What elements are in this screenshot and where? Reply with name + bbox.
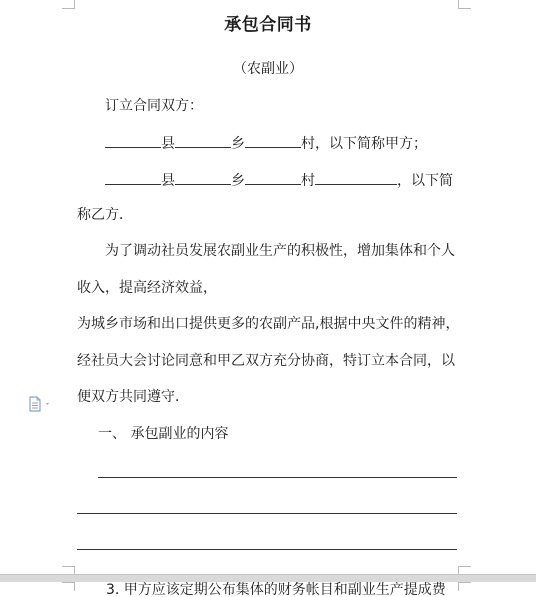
document-subtitle: （农副业） (233, 61, 303, 77)
township-blank (175, 170, 231, 185)
document-title: 承包合同书 (224, 15, 312, 35)
county-blank (105, 170, 161, 185)
party-b-line (105, 170, 453, 190)
paragraph-line: 为城乡市场和出口提供更多的农副产品,根据中央文件的精神， (77, 316, 460, 332)
fill-in-line (77, 549, 457, 550)
county-label: 县 (161, 136, 175, 152)
page-corner-mark (62, 582, 75, 591)
party-b-continuation: 称乙方． (77, 207, 133, 223)
page-corner-mark (62, 0, 75, 9)
next-page (0, 582, 536, 597)
fill-in-line (77, 513, 457, 514)
document-options-icon[interactable] (28, 396, 54, 412)
county-label: 县 (161, 173, 175, 189)
village-blank (245, 133, 301, 148)
township-label: 乡 (231, 136, 245, 152)
paragraph-line: 收入，提高经济效益， (77, 280, 217, 296)
township-label: 乡 (231, 173, 245, 189)
county-blank (105, 133, 161, 148)
fill-in-line (98, 477, 457, 478)
party-b-suffix: ，以下简 (397, 173, 453, 189)
party-a-line (105, 133, 427, 153)
parties-intro: 订立合同双方： (105, 98, 203, 114)
party-a-suffix: ，以下简称甲方； (315, 136, 427, 152)
section-heading: 一、 承包副业的内容 (98, 426, 229, 442)
paragraph-line: 经社员大会讨论同意和甲乙双方充分协商，特订立本合同，以 (77, 353, 455, 369)
name-blank (315, 170, 397, 185)
township-blank (175, 133, 231, 148)
paragraph-line: 为了调动社员发展农副业生产的积极性，增加集体和个人 (105, 243, 455, 259)
next-page-item: 3. 甲方应该定期公布集体的财务帐目和副业生产提成费 (106, 582, 446, 597)
page-corner-mark (458, 582, 471, 591)
village-label: 村 (301, 136, 315, 152)
paragraph-line: 便双方共同遵守． (77, 389, 189, 405)
village-blank (245, 170, 301, 185)
page-corner-mark (458, 0, 471, 9)
village-label: 村 (301, 173, 315, 189)
